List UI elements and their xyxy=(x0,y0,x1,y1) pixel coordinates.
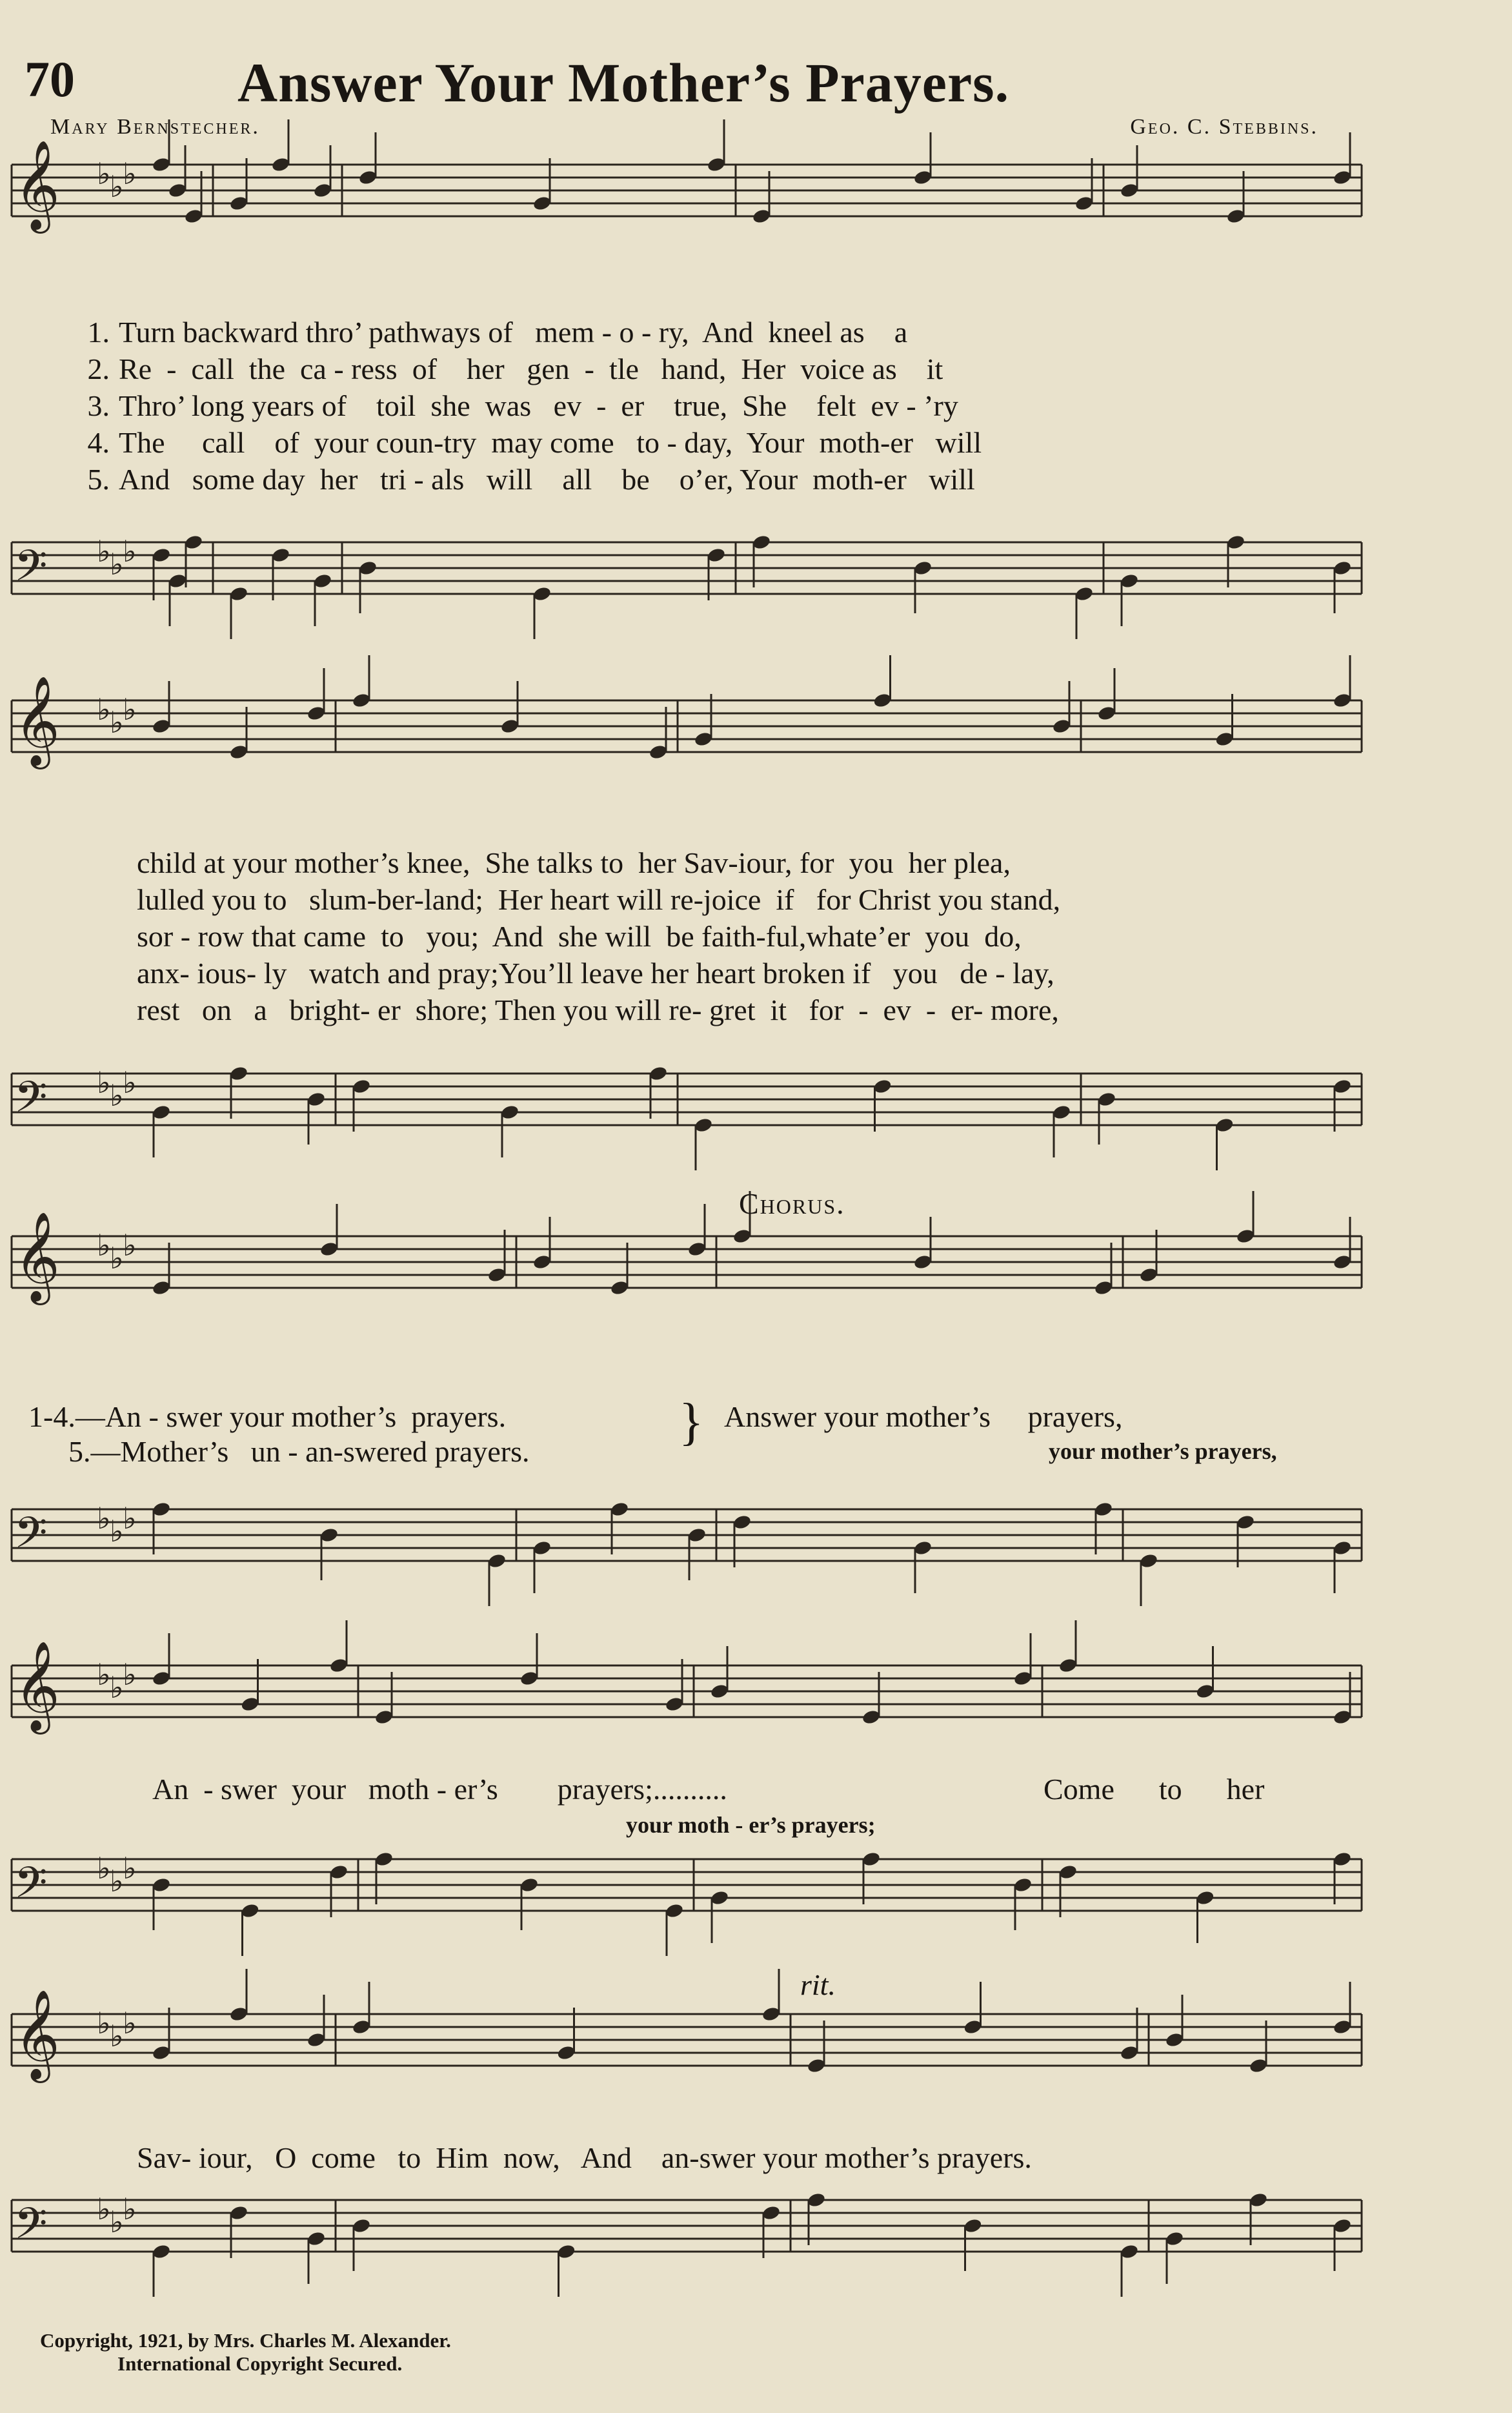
bass-clef-icon: 𝄢 xyxy=(14,1858,48,1918)
flat-icon: ♭ xyxy=(110,547,124,582)
verse-1-line-1: 1. Turn backward thro’ pathways of mem - o - ry, And kneel as a xyxy=(87,316,908,349)
flat-icon: ♭ xyxy=(123,534,137,569)
flat-icon: ♭ xyxy=(110,1670,124,1705)
bass-clef-icon: 𝄢 xyxy=(14,2199,48,2259)
hymn-number: 70 xyxy=(25,51,75,107)
flat-icon: ♭ xyxy=(110,1078,124,1113)
flat-icon: ♭ xyxy=(123,1228,137,1263)
chorus-label: Chorus. xyxy=(739,1187,845,1220)
treble-clef-icon: 𝄞 xyxy=(14,140,60,230)
flat-icon: ♭ xyxy=(97,1851,111,1886)
flat-icon: ♭ xyxy=(97,692,111,727)
verse-5-line-2: rest on a bright- er shore; Then you will re- gret it for - ev - er- more, xyxy=(137,993,1059,1026)
flat-icon: ♭ xyxy=(97,1228,111,1263)
flat-icon: ♭ xyxy=(123,1065,137,1100)
flat-icon: ♭ xyxy=(110,705,124,740)
verse-4-line-1: 4. The call of your coun-try may come to - day, Your moth-er will xyxy=(87,426,982,459)
copyright-line: Copyright, 1921, by Mrs. Charles M. Alexander. xyxy=(40,2329,451,2352)
chorus-echo-2: your moth - er’s prayers; xyxy=(626,1812,876,1838)
verse-2-line-1: 2. Re - call the ca - ress of her gen - tle hand, Her voice as it xyxy=(87,352,943,385)
flat-icon: ♭ xyxy=(110,2019,124,2053)
copyright-secured-line: International Copyright Secured. xyxy=(117,2352,403,2375)
flat-icon: ♭ xyxy=(123,1501,137,1536)
flat-icon: ♭ xyxy=(110,1241,124,1276)
flat-icon: ♭ xyxy=(97,534,111,569)
chorus-line-1b: 5.—Mother’s un - an-swered prayers. xyxy=(68,1435,530,1468)
chorus-echo-1: your mother’s prayers, xyxy=(1049,1438,1277,1464)
verse-bracket: } xyxy=(679,1394,704,1451)
verse-5-line-1: 5. And some day her tri - als will all be o’er, Your moth-er will xyxy=(87,463,975,496)
bass-clef-icon: 𝄢 xyxy=(14,1072,48,1132)
composer-credit: Geo. C. Stebbins. xyxy=(1130,115,1318,139)
chorus-line-1a: 1-4.—An - swer your mother’s prayers. xyxy=(28,1400,507,1433)
verse-4-line-2: anx- ious- ly watch and pray;You’ll leave her heart broken if you de - lay, xyxy=(137,957,1054,990)
flat-icon: ♭ xyxy=(123,2006,137,2041)
flat-icon: ♭ xyxy=(97,2192,111,2226)
hymn-title: Answer Your Mother’s Prayers. xyxy=(237,52,1010,114)
flat-icon: ♭ xyxy=(97,1501,111,1536)
flat-icon: ♭ xyxy=(97,2006,111,2041)
treble-clef-icon: 𝄞 xyxy=(14,1641,60,1731)
treble-clef-icon: 𝄞 xyxy=(14,1990,60,2079)
flat-icon: ♭ xyxy=(123,2192,137,2226)
treble-clef-icon: 𝄞 xyxy=(14,676,60,766)
flat-icon: ♭ xyxy=(123,1851,137,1886)
verse-1-line-2: child at your mother’s knee, She talks to her Sav-iour, for you her plea, xyxy=(137,846,1011,879)
flat-icon: ♭ xyxy=(123,692,137,727)
chorus-line-3: Sav- iour, O come to Him now, And an-swer your mother’s prayers. xyxy=(137,2141,1032,2174)
bass-clef-icon: 𝄢 xyxy=(14,541,48,601)
ritardando-marking: rit. xyxy=(800,1968,836,2001)
flat-icon: ♭ xyxy=(97,156,111,191)
chorus-line-2b: Come to her xyxy=(1043,1773,1265,1806)
flat-icon: ♭ xyxy=(110,169,124,204)
flat-icon: ♭ xyxy=(97,1065,111,1100)
verse-3-line-2: sor - row that came to you; And she will be faith-ful,whate’er you do, xyxy=(137,920,1022,953)
flat-icon: ♭ xyxy=(110,1864,124,1899)
lyricist-credit: Mary Bernstecher. xyxy=(50,115,260,139)
flat-icon: ♭ xyxy=(110,2204,124,2239)
chorus-line-1c: Answer your mother’s prayers, xyxy=(724,1400,1123,1433)
copyright-notice xyxy=(40,2329,451,2376)
verse-2-line-2: lulled you to slum-ber-land; Her heart will re-joice if for Christ you stand, xyxy=(137,883,1061,916)
bass-clef-icon: 𝄢 xyxy=(14,1508,48,1568)
flat-icon: ♭ xyxy=(123,1657,137,1692)
flat-icon: ♭ xyxy=(123,156,137,191)
chorus-line-2a: An - swer your moth - er’s prayers;.......... xyxy=(152,1773,727,1806)
verse-3-line-1: 3. Thro’ long years of toil she was ev - er true, She felt ev - ’ry xyxy=(87,389,958,422)
flat-icon: ♭ xyxy=(97,1657,111,1692)
flat-icon: ♭ xyxy=(110,1514,124,1549)
treble-clef-icon: 𝄞 xyxy=(14,1212,60,1301)
